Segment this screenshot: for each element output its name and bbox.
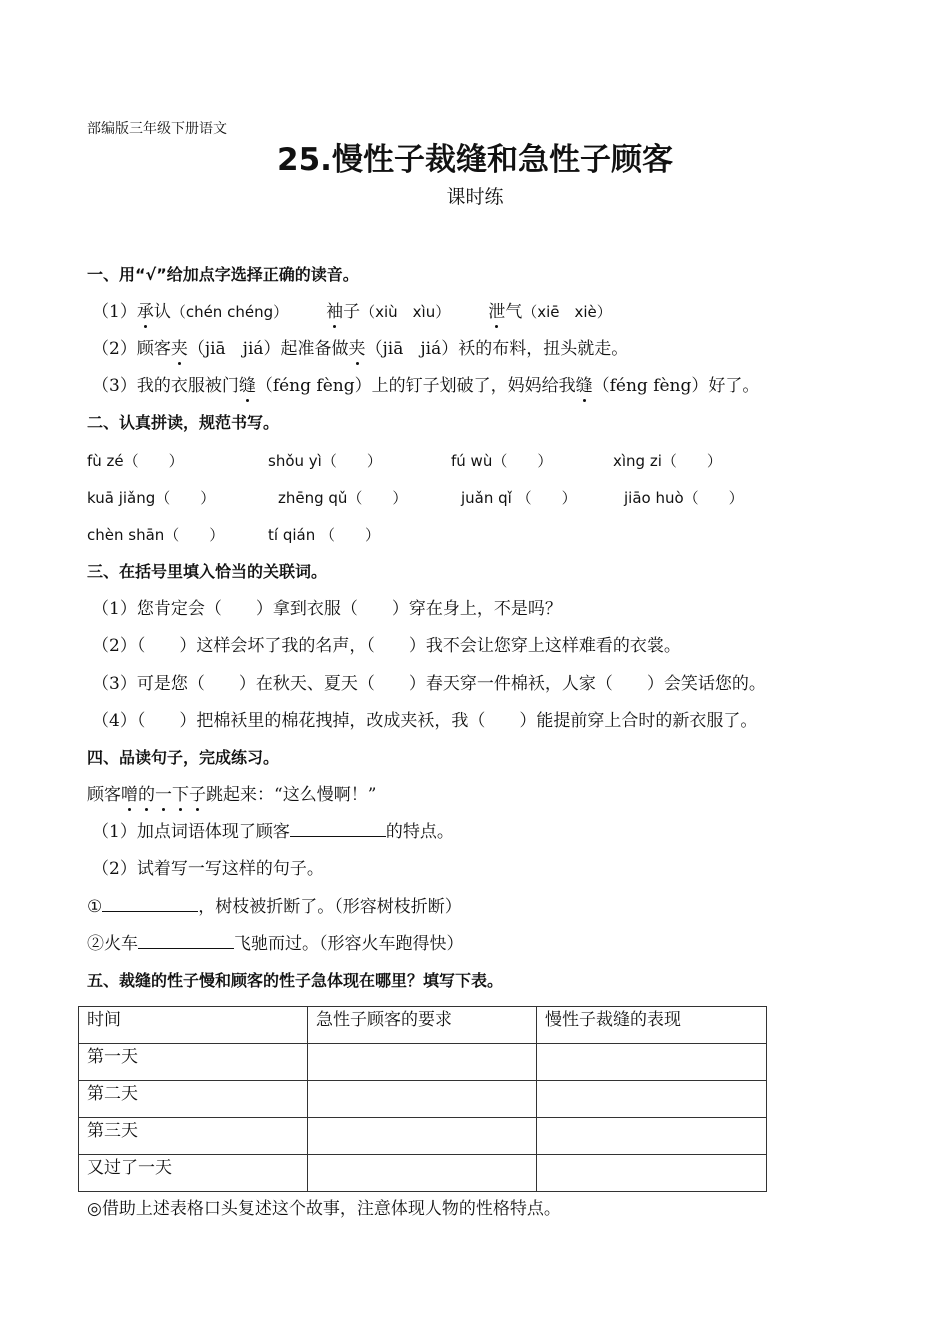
s1-question-1: （1）承认（chén chéng） 袖子（xiù xìu） 泄气（xiē xiè）	[92, 302, 612, 322]
pinyin-item: xìng zi（ ）	[613, 452, 722, 470]
answer-cell[interactable]	[537, 1081, 767, 1118]
column-header: 时间	[79, 1007, 308, 1044]
dotted-char: 的	[138, 785, 155, 805]
column-header: 急性子顾客的要求	[308, 1007, 537, 1044]
dotted-char: 夹	[170, 339, 188, 359]
section-3-heading: 三、在括号里填入恰当的关联词。	[87, 562, 328, 581]
table-header-row	[79, 1007, 767, 1044]
page-title: 25.慢性子裁缝和急性子顾客	[277, 142, 673, 178]
s3-item: （1）您肯定会（ ）拿到衣服（ ）穿在身上，不是吗？	[92, 599, 562, 619]
s3-item: （3）可是您（ ）在秋天、夏天（ ）春天穿一件棉袄，人家（ ）会笑话您的。	[92, 674, 766, 694]
column-header: 慢性子裁缝的表现	[537, 1007, 767, 1044]
s4-question-2: （2）试着写一写这样的句子。	[92, 859, 324, 879]
pinyin-item: tí qián （ ）	[268, 526, 380, 544]
answer-cell[interactable]	[308, 1155, 537, 1192]
table-row	[79, 1044, 767, 1081]
section-2-heading: 二、认真拼读，规范书写。	[87, 413, 280, 432]
pinyin-item: fù zé（ ）	[87, 452, 184, 470]
s3-item: （4）（ ）把棉袄里的棉花拽掉，改成夹袄，我（ ）能提前穿上合时的新衣服了。	[92, 711, 758, 731]
table-row	[79, 1155, 767, 1192]
pinyin-item: kuā jiǎng（ ）	[87, 489, 216, 507]
page-subtitle: 课时练	[446, 186, 504, 208]
answer-cell[interactable]	[537, 1044, 767, 1081]
table-row	[79, 1081, 767, 1118]
dotted-char: 缝	[238, 376, 256, 396]
section-4-heading: 四、品读句子，完成练习。	[87, 748, 280, 767]
answer-cell[interactable]	[308, 1081, 537, 1118]
pinyin-item: zhēng qǔ（ ）	[278, 489, 408, 507]
series-label: 部编版三年级下册语文	[87, 121, 227, 137]
answer-cell[interactable]	[537, 1155, 767, 1192]
answer-cell[interactable]	[308, 1044, 537, 1081]
answer-blank[interactable]	[290, 821, 386, 837]
pinyin-item: shǒu yì（ ）	[268, 452, 382, 470]
s4-answer-b: ②火车 飞驰而过。（形容火车跑得快）	[87, 934, 464, 954]
s1-question-3: （3）我的衣服被门缝（féng fèng）上的钉子划破了，妈妈给我缝（féng fèng）好了。	[92, 376, 760, 396]
row-label: 第二天	[79, 1081, 308, 1118]
dotted-char: 夹	[348, 339, 366, 359]
dotted-char: 承	[136, 302, 154, 322]
s4-answer-a: ① ，树枝被折断了。（形容树枝折断）	[87, 897, 462, 917]
dotted-char: 噌	[121, 785, 138, 805]
section-5-heading: 五、裁缝的性子慢和顾客的性子急体现在哪里？填写下表。	[87, 971, 504, 990]
pinyin-item: chèn shān（ ）	[87, 526, 225, 544]
closing-note: ◎借助上述表格口头复述这个故事，注意体现人物的性格特点。	[87, 1199, 561, 1219]
dotted-char: 泄	[488, 302, 506, 322]
answer-cell[interactable]	[308, 1118, 537, 1155]
row-label: 第三天	[79, 1118, 308, 1155]
pinyin-item: jiāo huò（ ）	[624, 489, 744, 507]
dotted-char: 下	[172, 785, 189, 805]
s1-question-2: （2）顾客夹（jiā jiá）起准备做夹（jiā jiá）袄的布料，扭头就走。	[92, 339, 629, 359]
answer-cell[interactable]	[537, 1118, 767, 1155]
section-1-heading: 一、用“√”给加点字选择正确的读音。	[87, 265, 359, 284]
summary-table	[78, 1006, 767, 1192]
s3-item: （2）（ ）这样会坏了我的名声，（ ）我不会让您穿上这样难看的衣裳。	[92, 636, 681, 656]
dotted-char: 子	[189, 785, 206, 805]
dotted-char: 袖	[326, 302, 344, 322]
s4-question-1: （1）加点词语体现了顾客 的特点。	[92, 822, 454, 842]
dotted-phrase	[121, 785, 206, 805]
row-label: 又过了一天	[79, 1155, 308, 1192]
answer-blank[interactable]	[102, 896, 198, 912]
pinyin-item: fú wù（ ）	[451, 452, 553, 470]
s4-sentence: 顾客噌的一下子跳起来：“这么慢啊！”	[87, 785, 377, 805]
dotted-char: 缝	[575, 376, 593, 396]
table-row	[79, 1118, 767, 1155]
pinyin-item: juǎn qǐ （ ）	[461, 489, 577, 507]
row-label: 第一天	[79, 1044, 308, 1081]
dotted-char: 一	[155, 785, 172, 805]
answer-blank[interactable]	[138, 933, 234, 949]
